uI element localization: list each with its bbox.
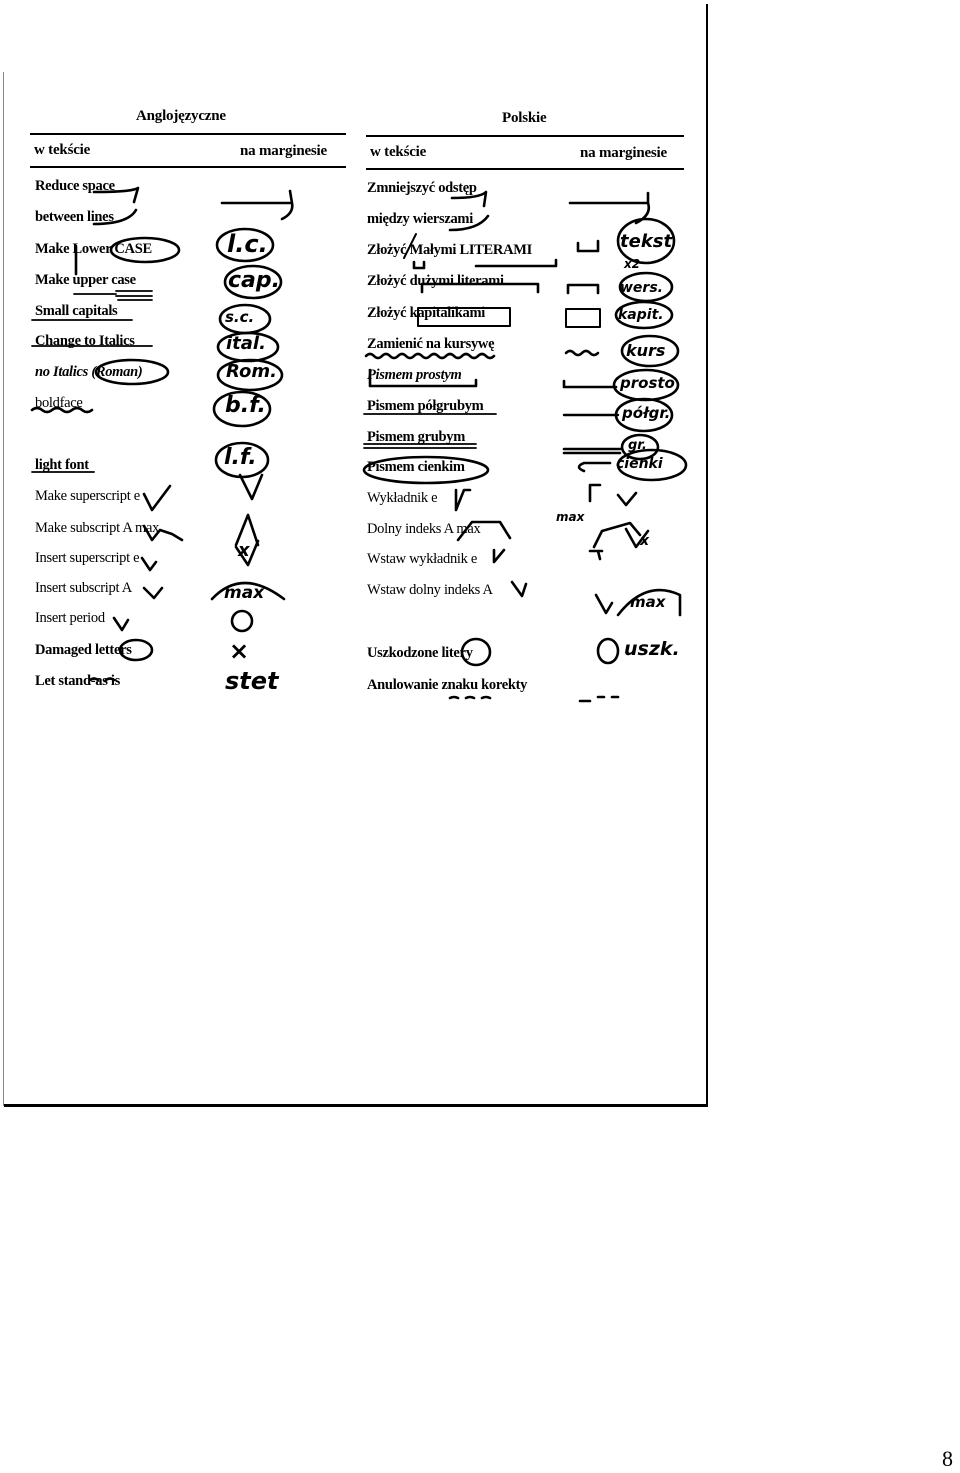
- english-row-text: Insert superscript e: [35, 550, 140, 566]
- margin-mark-tekst: tekst: [620, 231, 673, 252]
- polish-row-text: Wstaw dolny indeks A: [367, 582, 493, 598]
- polish-row-text: Złożyć kapitalikami: [367, 305, 485, 321]
- margin-mark-wers: wers.: [620, 280, 663, 296]
- english-row-text: Small capitals: [35, 303, 118, 319]
- margin-mark-bf: b.f.: [225, 393, 266, 418]
- english-row-text: Make upper case: [35, 272, 136, 288]
- margin-mark-gr: gr.: [628, 438, 647, 453]
- english-row-text: light font: [35, 457, 89, 473]
- english-header-rule: [30, 166, 346, 168]
- margin-mark-subscript-max: max: [224, 583, 265, 603]
- english-row-text: Make subscript A max: [35, 520, 160, 536]
- margin-mark-polgr: półgr.: [622, 404, 671, 422]
- polish-row-text: Wstaw wykładnik e: [367, 551, 478, 567]
- polish-margin-marks: [560, 175, 690, 705]
- polish-row-text: Złożyć dużymi literami: [367, 273, 504, 289]
- polish-row-text: Pismem cienkim: [367, 459, 465, 475]
- english-row-text: Let stand-as is: [35, 673, 120, 689]
- margin-mark-uszk: uszk.: [624, 638, 680, 660]
- english-col-margin-header: na marginesie: [240, 143, 327, 159]
- english-row-text: Insert subscript A: [35, 580, 132, 596]
- margin-mark-prosto: prosto: [620, 374, 675, 392]
- polish-row-text: Dolny indeks A max: [367, 521, 481, 537]
- polish-row-text: Pismem półgrubym: [367, 398, 484, 414]
- page-frame-left: [3, 72, 4, 1106]
- polish-row-text: Pismem prostym: [367, 367, 462, 383]
- margin-mark-kapit: kapit.: [618, 307, 664, 323]
- margin-mark-sc: s.c.: [225, 308, 255, 326]
- polish-top-rule: [366, 135, 684, 137]
- polish-row-text: Pismem grubym: [367, 429, 465, 445]
- margin-mark-stet: stet: [225, 667, 279, 695]
- margin-mark-rom: Rom.: [226, 361, 277, 382]
- english-top-rule: [30, 133, 346, 135]
- margin-mark-lc: l.c.: [227, 230, 268, 258]
- page-frame-right: [706, 4, 708, 1106]
- polish-row-text: Anulowanie znaku korekty: [367, 677, 528, 693]
- english-row-text: Insert period: [35, 610, 105, 626]
- polish-row-text: Uszkodzone litery: [367, 645, 473, 661]
- polish-row-text: między wierszami: [367, 211, 473, 227]
- margin-mark-damaged: ×: [229, 637, 250, 665]
- margin-mark-cienki: cienki: [616, 456, 663, 472]
- english-row-text: Change to Italics: [35, 333, 135, 349]
- english-row-text: boldface: [35, 395, 83, 411]
- polish-row-text: Złożyć Małymi LITERAMI: [367, 242, 532, 258]
- english-row-text: Make Lower CASE: [35, 241, 152, 257]
- polish-row-text: Wykładnik e: [367, 490, 438, 506]
- polish-row-text: Zmniejszyć odstęp: [367, 180, 477, 196]
- english-row-text: between lines: [35, 209, 114, 225]
- margin-mark-wykladnik-x: x: [640, 533, 650, 549]
- english-row-text: Damaged letters: [35, 642, 132, 658]
- page-frame-bottom: [4, 1104, 708, 1107]
- polish-col-text-header: w tekście: [370, 144, 427, 160]
- margin-mark-cap: cap.: [228, 268, 280, 293]
- english-col-text-header: w tekście: [34, 142, 91, 158]
- polish-row-text: Zamienić na kursywę: [367, 336, 495, 352]
- margin-mark-dolny-indeks-max: max: [630, 593, 666, 611]
- polish-section-title: Polskie: [502, 110, 547, 126]
- margin-mark-lf: l.f.: [224, 445, 257, 470]
- english-row-text: Reduce space: [35, 178, 115, 194]
- margin-mark-dolny-max: max: [556, 510, 585, 524]
- polish-col-margin-header: na marginesie: [580, 145, 667, 161]
- margin-mark-kurs: kurs: [626, 341, 666, 360]
- margin-mark-ital: ital.: [226, 333, 266, 354]
- margin-mark-tekst-x2: x2: [624, 257, 641, 271]
- english-section-title: Anglojęzyczne: [136, 108, 226, 124]
- english-row-text: no Italics (Roman): [35, 364, 143, 380]
- english-row-text: Make superscript e: [35, 488, 140, 504]
- margin-mark-superscript-x: x: [238, 540, 250, 561]
- polish-header-rule: [366, 168, 684, 170]
- page-number: 8: [942, 1446, 953, 1471]
